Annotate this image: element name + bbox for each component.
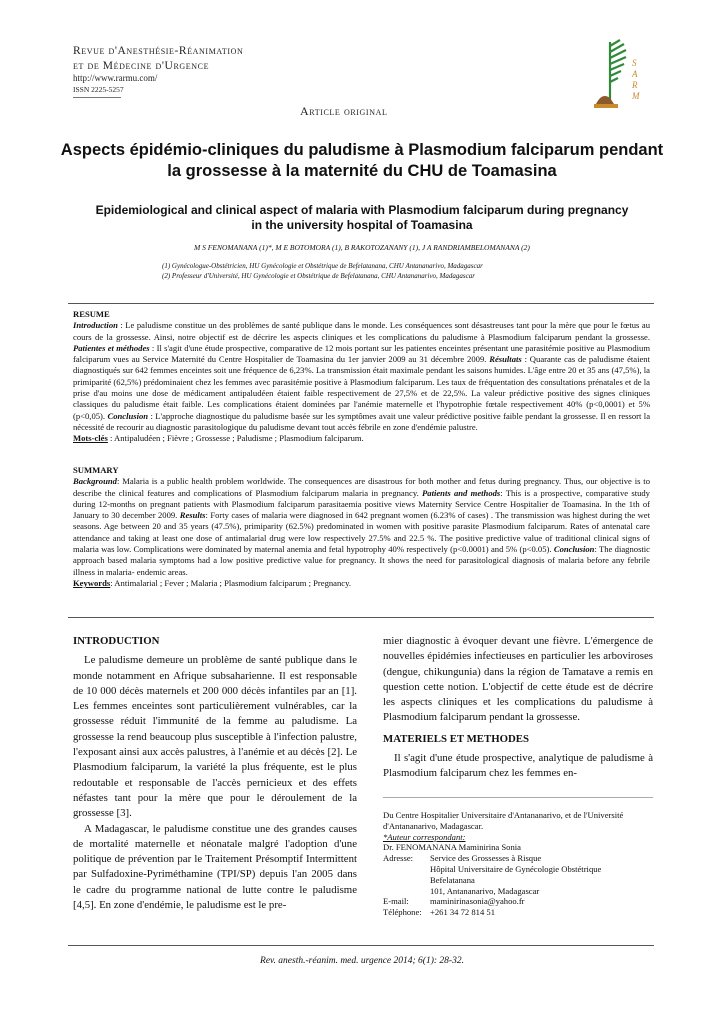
summary-results-text: : Forty cases of malaria were diagnosed in 642 pregnant women (6.23% of cases) . The transmission was highest during the wet seasons. Age between 20 and 35 years (47.5%), primiparity (62.5%) predominated in women with positive parasite Plasmodium falciparum. Rates of antenatal care attendance and taking at least one dose of antimalarial drug were low respectively 27.5% and 22.5 %. The positive predictive value of traditional clinical signs of malaria was low. Complications were dominated by maternal anemia and fetal hypotrophy 40% respectively (p<0.0001) and 5% (p<0.05). (73, 510, 650, 555)
phone-label: Téléphone: (383, 907, 422, 918)
email-row (383, 896, 653, 907)
resume-results-label: Résultats (489, 354, 522, 365)
resume-block (73, 309, 650, 445)
address-label: Adresse: (383, 853, 414, 864)
authors: M S FENOMANANA (1)*, M E BOTOMORA (1), B RAKOTOZANANY (1), J A RANDRIAMBELOMANANA (2) (194, 243, 530, 252)
summary-keywords-text: : Antimalarial ; Fever ; Malaria ; Plasmodium falciparum ; Pregnancy. (110, 577, 351, 588)
corresponding-author-name: Dr. FENOMANANA Maminirina Sonia (383, 842, 521, 853)
address-line-3: Befelatanana (430, 874, 475, 885)
logo-letter-s: S (632, 58, 637, 68)
address-row (383, 853, 653, 896)
summary-background-label: Background (73, 476, 117, 487)
resume-heading: RESUME (73, 309, 110, 319)
resume-conclusion-label: Conclusion (107, 410, 149, 421)
summary-conclusion-label: Conclusion (553, 544, 595, 555)
sarm-logo (588, 34, 648, 114)
resume-keywords-label: Mots-clés (73, 433, 108, 444)
summary-heading: SUMMARY (73, 465, 119, 475)
introduction-paragraph-3: mier diagnostic à évoquer devant une fièvre. L'émergence de nouvelles épidémies infectieuses en particulier les arboviroses (dengue, chikungunia) dans la région de Tamatave a remis en question cette notion. L'objectif de cette étude est de décrire les aspects cliniques et les complications du paludisme à Plasmodium falciparum pendant la grossesse. (383, 635, 653, 724)
email-address[interactable]: maminirinasonia@yahoo.fr (430, 896, 525, 907)
column-left (73, 634, 357, 913)
address-line-4: 101, Antananarivo, Madagascar (430, 885, 540, 896)
resume-methods-label: Patientes et méthodes (73, 342, 150, 353)
introduction-paragraph-1: Le paludisme demeure un problème de santé publique dans le monde notamment en Afrique subsaharienne. Il est responsable de 10 000 décès maternels et 200 000 décès infantiles par an [1]. Les femmes enceintes sont particulièrement vulnérables, car la grossesse réduit l'immunité de la femme au paludisme. La grossesse la rend beaucoup plus susceptible à l'infection palustre, l'exposant ainsi aux accès palustres, à l'anémie et au décès [2]. Le Plasmodium falciparum, la variété la plus fréquente, est le plus redoutable et responsable de l'accès pernicieux et des effets néfastes tant pour la mère que pour le déroulement de la grossesse [3]. (73, 654, 357, 820)
introduction-heading: INTRODUCTION (73, 635, 160, 647)
resume-keywords-text: : Antipaludéen ; Fièvre ; Grossesse ; Paludisme ; Plasmodium falciparum. (107, 433, 364, 444)
phone-number: +261 34 72 814 51 (430, 907, 496, 918)
phone-row (383, 907, 653, 918)
methods-paragraph-1: Il s'agit d'une étude prospective, analytique de paludisme à Plasmodium falciparum chez les femmes en- (383, 752, 653, 780)
summary-methods-label: Patients and methods (422, 487, 501, 498)
corresponding-author-label: *Auteur correspondant: (383, 831, 466, 842)
header-divider (73, 97, 121, 98)
logo-letter-m: M (632, 91, 640, 101)
summary-keywords-label: Keywords (73, 577, 111, 588)
logo-letter-a: A (632, 69, 638, 79)
address-line-2: Hôpital Universitaire de Gynécologie Obstétrique (430, 863, 602, 874)
resume-methods-text: : Il s'agit d'une étude prospective, comparative de 12 mois portant sur les patientes enceintes présentant une parasitémie positive au Plasmodium falciparum vues au Service Maternité du Centre Hospitalier de Toamasina du 1er janvier 2009 au 31 décembre 2009. (73, 342, 651, 365)
resume-keywords (73, 433, 650, 444)
affiliations (162, 262, 483, 281)
resume-text (73, 320, 650, 433)
journal-issn: ISSN 2225-5257 (73, 85, 124, 94)
address-lines (430, 853, 601, 896)
column-right (383, 634, 653, 782)
institution-origin: Du Centre Hospitalier Universitaire d'Antananarivo, et de l'Université d'Antananarivo, Madagascar. (383, 810, 624, 831)
title-english: Epidemiological and clinical aspect of malaria with Plasmodium falciparum during pregnancy in the university hospital of Toamasina (95, 203, 629, 232)
logo-letter-r: R (632, 80, 638, 90)
summary-conclusion-text: : The diagnostic approach based malaria symptoms had a low positive predictive value for pregnancy. It shows the need for parasitological diagnosis of malaria before any febrile illness in malaria- endemic areas. (73, 544, 650, 577)
journal-url[interactable]: http://www.rarmu.com/ (73, 73, 158, 83)
resume-conclusion-text: : L'approche diagnostique du paludisme basée sur les symptômes avait une valeur prédictive positive faible pendant la grossesse. Il en ressort la nécessité de recourir au diagnostic parasitologique du paludisme devant tout accès fébrile en zone d'endémie palustre. (73, 410, 651, 432)
affiliation-2: (2) Professeur d'Université, HU Gynécologie et Obstétrique de Befelatanana, CHU Antananarivo, Madagascar (162, 271, 475, 280)
summary-text (73, 476, 650, 578)
summary-results-label: Results (179, 510, 206, 521)
footer-rule (68, 945, 654, 946)
resume-intro-text: : Le paludisme constitue un des problèmes de santé publique dans le monde. Les conséquences sont désastreuses tant pour la mère que pour le fœtus au cours de la grossesse. Ainsi, notre objectif est de décrire les aspects cliniques et les complications du paludisme à Plasmodium falciparum pendant la grossesse. (73, 320, 650, 342)
footnote-rule (383, 797, 653, 798)
journal-name (73, 44, 243, 74)
affiliation-1: (1) Gynécologue-Obstétricien, HU Gynécologie et Obstétrique de Befelatanana, CHU Antananarivo, Madagascar (162, 262, 483, 270)
email-label: E-mail: (383, 896, 409, 907)
summary-keywords (73, 578, 650, 589)
journal-name-line1: Revue d'Anesthésie-Réanimation (73, 45, 244, 57)
address-line-1: Service des Grossesses à Risque (430, 853, 542, 864)
resume-results-text: : Quarante cas de paludisme étaient diagnostiqués sur 642 femmes enceintes soit une fréquence de 6,23%. La transmission était maximale pendant les saisons humides. L'âge entre 20 et 35 ans (47,5%), la primiparité (62,5%) prédominaient chez les femmes avec parasitémie positive à Plasmodium falciparum. Les taux de fréquentation des consultations prénatales et de la prise d'au moins une dose de médicament antipaludéen étaient faible respectivement de 27,5% et de 22,5%. La valeur prédictive positive des signes cliniques classiques du paludisme était faible. Les complications étaient dominées par l'anémie maternelle et l'hypotrophie fœtale respectivement 40% (p<0,0001) et 5% (p<0,05). (73, 354, 650, 421)
correspondence-note (383, 810, 653, 918)
summary-methods-text: : This is a prospective, comparative study during 12-months on pregnant patients with Plasmodium falciparum parasitaemia positive views Maternity Service Centre Hospitalier de Toamasina. In the 1th of January to 30 december 2009. (73, 487, 650, 521)
methods-heading: MATERIELS ET METHODES (383, 732, 529, 745)
summary-background-text: : Malaria is a public health problem worldwide. The consequences are disastrous for both mother and fetus during pregnancy. Thus, our objective is to describe the clinical features and complications of Plasmodium falciparum malaria in pregnancy. (73, 476, 650, 498)
introduction-paragraph-2: A Madagascar, le paludisme constitue une des grandes causes de mortalité maternelle et néonatale malgré l'adoption d'une politique de prévention par le Traitement Présomptif Intermittent par Sulfadoxine-Pyriméthamine (TPI/SP) depuis l'an 2005 dans le cadre du programme national de lutte contre le paludisme [4,5]. En zone d'endémie, le paludisme est le pre- (73, 822, 357, 912)
article-type: Article original (300, 104, 388, 118)
title-french: Aspects épidémio-cliniques du paludisme à Plasmodium falciparum pendant la grossesse à la maternité du CHU de Toamasina (60, 141, 664, 180)
abstract-top-rule (68, 303, 654, 304)
resume-intro-label: Introduction (73, 320, 118, 331)
summary-block (73, 465, 650, 589)
abstract-bottom-rule (68, 617, 654, 618)
journal-name-line2: et de Médecine d'Urgence (73, 60, 210, 72)
citation-footer: Rev. anesth.-réanim. med. urgence 2014; 6(1): 28-32. (260, 956, 464, 966)
